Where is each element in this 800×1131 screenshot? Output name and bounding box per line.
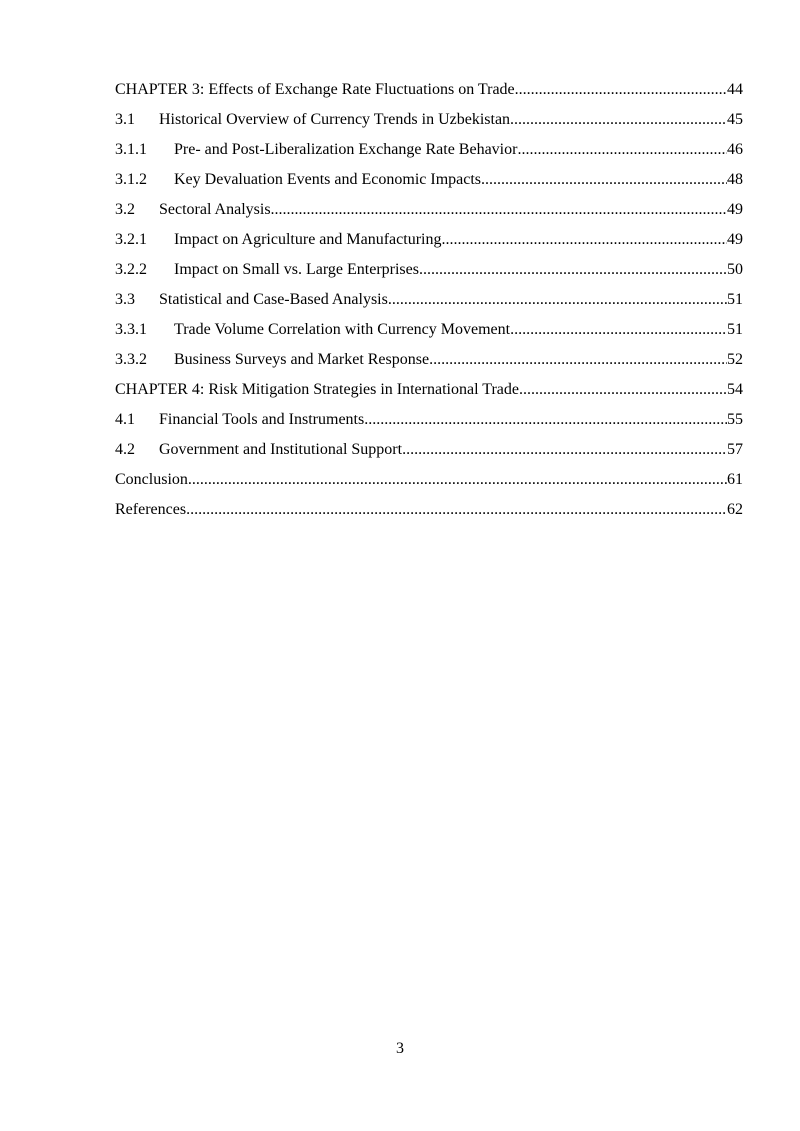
- toc-dot-leader: [510, 315, 727, 345]
- toc-entry-number: 3.1.2: [115, 171, 147, 188]
- toc-entry[interactable]: [115, 435, 743, 465]
- toc-entry-number: 3.3: [115, 291, 135, 308]
- toc-dot-leader: [441, 225, 727, 255]
- toc-entry-page: 55: [727, 411, 743, 428]
- toc-dot-leader: [388, 285, 727, 315]
- toc-entry-title: Trade Volume Correlation with Currency Movement: [174, 321, 511, 338]
- toc-entry[interactable]: [115, 345, 743, 375]
- toc-dot-leader: [519, 375, 727, 405]
- toc-entry-number: 3.1: [115, 111, 135, 128]
- toc-entry-title: Statistical and Case-Based Analysis: [159, 291, 388, 308]
- toc-entry-page: 50: [727, 261, 743, 278]
- toc-entry-number: 3.2.1: [115, 231, 147, 248]
- toc-entry-number: 3.1.1: [115, 141, 147, 158]
- toc-entry-title: Pre- and Post-Liberalization Exchange Rate Behavior: [174, 141, 518, 158]
- toc-entry[interactable]: [115, 135, 743, 165]
- toc-entry-title: Conclusion: [115, 471, 188, 488]
- toc-entry[interactable]: [115, 195, 743, 225]
- toc-entry-number: 3.3.1: [115, 321, 147, 338]
- page-number: 3: [396, 1040, 404, 1057]
- toc-entry-page: 57: [727, 441, 743, 458]
- toc-dot-leader: [510, 105, 727, 135]
- toc-entry[interactable]: [115, 165, 743, 195]
- toc-entry-title: Financial Tools and Instruments: [159, 411, 365, 428]
- toc-entry[interactable]: [115, 285, 743, 315]
- toc-dot-leader: [364, 405, 727, 435]
- toc-entry-title: Government and Institutional Support: [159, 441, 403, 458]
- toc-entry-number: 4.1: [115, 411, 135, 428]
- toc-entry-page: 46: [727, 141, 743, 158]
- toc-entry-title: Impact on Agriculture and Manufacturing: [174, 231, 442, 248]
- toc-dot-leader: [429, 345, 727, 375]
- toc-entry-page: 54: [727, 381, 743, 398]
- toc-entry[interactable]: [115, 225, 743, 255]
- toc-entry-page: 51: [727, 291, 743, 308]
- toc-dot-leader: [515, 75, 727, 105]
- toc-entry-title: CHAPTER 3: Effects of Exchange Rate Fluctuations on Trade: [115, 81, 515, 98]
- toc-entry-title: CHAPTER 4: Risk Mitigation Strategies in International Trade: [115, 381, 519, 398]
- toc-entry[interactable]: [115, 465, 743, 495]
- toc-entry-page: 49: [727, 231, 743, 248]
- toc-entry[interactable]: [115, 405, 743, 435]
- table-of-contents: [115, 75, 743, 525]
- toc-entry-page: 49: [727, 201, 743, 218]
- toc-entry-title: Key Devaluation Events and Economic Impacts: [174, 171, 482, 188]
- toc-dot-leader: [481, 165, 727, 195]
- toc-entry-number: 3.2: [115, 201, 135, 218]
- toc-dot-leader: [188, 465, 727, 495]
- toc-entry-page: 48: [727, 171, 743, 188]
- toc-entry[interactable]: [115, 105, 743, 135]
- toc-entry[interactable]: [115, 255, 743, 285]
- toc-entry-title: Impact on Small vs. Large Enterprises: [174, 261, 419, 278]
- toc-entry-title: Historical Overview of Currency Trends in Uzbekistan: [159, 111, 511, 128]
- toc-entry[interactable]: [115, 375, 743, 405]
- toc-entry[interactable]: [115, 495, 743, 525]
- toc-entry[interactable]: [115, 315, 743, 345]
- toc-entry-page: 61: [727, 471, 743, 488]
- toc-entry-page: 52: [727, 351, 743, 368]
- toc-entry-page: 44: [727, 81, 743, 98]
- toc-entry-number: 3.2.2: [115, 261, 147, 278]
- toc-entry-number: 3.3.2: [115, 351, 147, 368]
- toc-entry[interactable]: [115, 75, 743, 105]
- toc-dot-leader: [402, 435, 727, 465]
- toc-dot-leader: [186, 495, 727, 525]
- toc-entry-title: Sectoral Analysis: [159, 201, 271, 218]
- toc-entry-number: 4.2: [115, 441, 135, 458]
- toc-entry-page: 62: [727, 501, 743, 518]
- toc-entry-title: Business Surveys and Market Response: [174, 351, 430, 368]
- toc-entry-title: References: [115, 501, 187, 518]
- toc-dot-leader: [271, 195, 727, 225]
- toc-dot-leader: [419, 255, 727, 285]
- toc-entry-page: 51: [727, 321, 743, 338]
- toc-dot-leader: [517, 135, 727, 165]
- toc-entry-page: 45: [727, 111, 743, 128]
